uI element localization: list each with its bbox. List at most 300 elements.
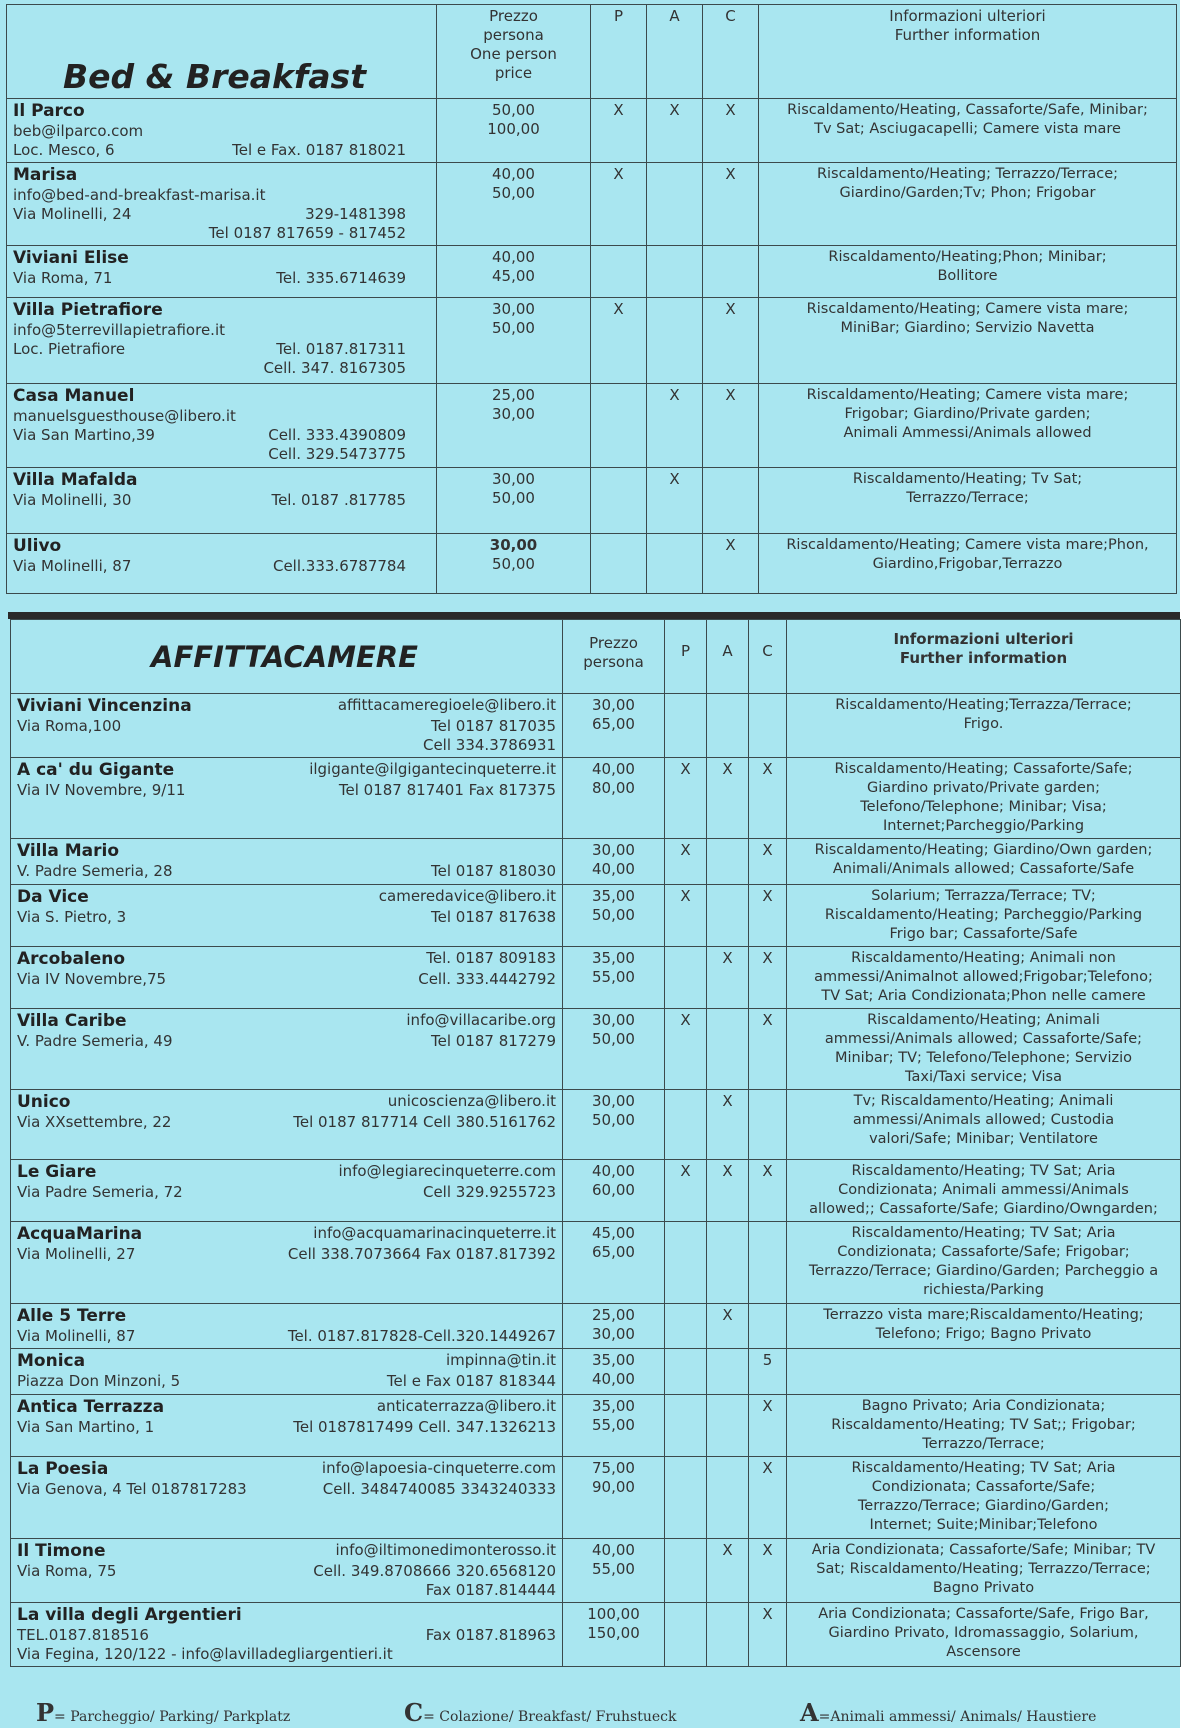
info-line: Giardino Privato, Idromassaggio, Solarium, [828,1625,1139,1641]
listing-contact-line [17,862,556,881]
info-line: Telefono; Frigo; Bagno Privato [875,1326,1092,1342]
price-value: 45,00 [492,267,535,285]
listing-contact-line [17,781,556,800]
info-cell [759,384,1177,468]
info-cell [787,694,1181,758]
info-line: Frigo bar; Cassaforte/Safe [889,926,1078,942]
listing-head [13,470,430,491]
info-cell [787,947,1181,1009]
listing-contact-line [13,186,430,205]
mark-p [665,1539,707,1603]
price-cell [563,839,665,885]
price-value: 30,00 [492,470,535,488]
listing-email: info@acquamarinacinqueterre.it [313,1224,556,1242]
af-title: AFFITTACAMERE [151,639,418,674]
info-cell [787,885,1181,947]
info-line: ammessi/Animals allowed; Cassaforte/Safe; [824,1031,1143,1047]
contact-left: Via Roma, 75 [17,1562,117,1580]
af-title-cell [11,620,563,694]
contact-right: Cell.333.6787784 [272,557,406,575]
listing-name: Viviani Elise [13,248,129,268]
listing-name: Casa Manuel [13,386,135,406]
listing-head [13,165,430,186]
contact-left: Via San Martino,39 [13,426,155,444]
listing-head [17,1306,556,1327]
listing-row [11,1222,1181,1304]
mark-c: X [749,1009,787,1090]
info-line: Terrazzo/Terrace; Giardino/Garden; [857,1498,1110,1514]
mark-a: X [647,99,703,163]
mark-c [703,468,759,534]
legend-letter: C [404,1698,424,1727]
info-line: Riscaldamento/Heating;Terrazza/Terrace; [835,697,1132,713]
price-cell [563,1395,665,1457]
listing-head [17,1351,556,1372]
price-value: 75,00 [592,1459,635,1477]
listing-row [7,384,1177,468]
contact-left: Via Roma, 71 [13,269,113,287]
listing-contact-line [13,426,430,445]
contact-left: Via Molinelli, 30 [13,491,132,509]
mark-c [749,1222,787,1304]
info-line: Riscaldamento/Heating; TV Sat; Aria [851,1460,1116,1476]
af-price-header [563,620,665,694]
bb-info-header [759,5,1177,99]
mark-p [665,1395,707,1457]
listing-cell [11,1090,563,1160]
mark-p [665,1304,707,1349]
listing-contact-line [17,1183,556,1202]
listing-head [17,760,556,781]
contact-right: Tel 0187 817659 - 817452 [208,224,406,242]
price-value: 30,00 [592,1325,635,1343]
listing-contact-line [17,1113,556,1132]
contact-right: Tel 0187 817035 [431,717,556,735]
price-cell [563,1009,665,1090]
listing-name: Ulivo [13,536,62,556]
mark-c: X [749,1160,787,1222]
price-cell [563,694,665,758]
contact-left: Via XXsettembre, 22 [17,1113,172,1131]
info-cell [759,534,1177,594]
listing-name: Il Timone [17,1541,106,1561]
price-value: 40,00 [592,860,635,878]
price-header-line: One person [470,45,557,63]
mark-a: X [707,947,749,1009]
listing-head [17,1162,556,1183]
listing-name: Le Giare [17,1162,97,1182]
contact-right: Tel e Fax 0187 818344 [386,1372,556,1390]
mark-c: X [749,1603,787,1667]
listing-email: cameredavice@libero.it [378,887,556,905]
listing-name: Il Parco [13,101,85,121]
listing-name: Monica [17,1351,86,1371]
contact-right: Tel 0187817499 Cell. 347.1326213 [293,1418,556,1436]
info-line: Bollitore [937,268,998,284]
price-header-line: persona [583,653,644,671]
af-info-header [787,620,1181,694]
contact-right: Tel 0187 817279 [431,1032,556,1050]
info-line: Frigo. [963,716,1004,732]
bb-a-header: A [647,5,703,99]
info-line: Bagno Privato [932,1580,1035,1596]
contact-right: Tel. 0187.817828-Cell.320.1449267 [287,1327,556,1345]
contact-right: Cell. 3484740085 3343240333 [322,1480,556,1498]
price-value: 40,00 [492,248,535,266]
price-value: 50,00 [492,184,535,202]
bb-price-header [437,5,591,99]
listing-row [11,1009,1181,1090]
info-line: Riscaldamento/Heating; Terrazzo/Terrace; [816,166,1119,182]
contact-left: info@bed-and-breakfast-marisa.it [13,186,266,204]
info-line: Riscaldamento/Heating; Animali non [851,950,1116,966]
info-line: Giardino privato/Private garden; [866,780,1101,796]
affittacamere-table [10,619,1181,1667]
info-line: Terrazzo/Terrace; [922,1436,1045,1452]
listing-contact-line [13,557,430,576]
listing-cell [7,163,437,246]
listing-name: Alle 5 Terre [17,1306,127,1326]
listing-name: La villa degli Argentieri [17,1605,242,1625]
price-value: 40,00 [592,760,635,778]
info-line: Tv Sat; Asciugacapelli; Camere vista mare [814,121,1121,137]
bb-title: Bed & Breakfast [63,57,366,96]
info-cell [787,1090,1181,1160]
info-line: Riscaldamento/Heating; TV Sat; Aria [851,1225,1116,1241]
contact-right: Tel. 0187 .817785 [271,491,406,509]
contact-right: Tel 0187 818030 [431,862,556,880]
listing-row [7,163,1177,246]
listing-contact-line [17,1626,556,1645]
mark-p [665,947,707,1009]
contact-left: Via IV Novembre,75 [17,970,167,988]
listing-contact-line [17,1327,556,1346]
listing-row [11,885,1181,947]
mark-a: X [707,1160,749,1222]
listing-email: Tel. 0187 809183 [426,949,556,967]
price-cell [563,1160,665,1222]
contact-left: info@5terrevillapietrafiore.it [13,321,225,339]
info-line: Riscaldamento/Heating; Camere vista mare; [806,301,1129,317]
mark-p [591,384,647,468]
listing-contact-line [17,1372,556,1391]
contact-right: Tel e Fax. 0187 818021 [232,141,406,159]
listing-contact-line [17,1581,556,1600]
price-cell [563,758,665,839]
price-value: 40,00 [592,1162,635,1180]
contact-left: beb@ilparco.com [13,122,144,140]
price-value: 80,00 [592,779,635,797]
listing-contact-line [17,736,556,755]
price-value: 60,00 [592,1181,635,1199]
listing-contact-line [13,269,430,288]
info-header-line: Further information [894,26,1041,44]
mark-c: X [703,298,759,384]
listing-cell [11,839,563,885]
listing-head [17,1092,556,1113]
info-line: Riscaldamento/Heating;Phon; Minibar; [828,249,1107,265]
listing-row [7,298,1177,384]
legend-letter: P [36,1698,55,1727]
info-header-line: Informazioni ulteriori [889,7,1046,25]
price-value: 100,00 [587,1605,640,1623]
price-cell [563,947,665,1009]
info-line: Terrazzo/Terrace; [906,490,1029,506]
listing-email: info@legiarecinqueterre.com [338,1162,556,1180]
mark-a [707,1603,749,1667]
contact-left: Via Genova, 4 Tel 0187817283 [17,1480,247,1498]
mark-p [665,694,707,758]
listing-cell [11,758,563,839]
price-value: 30,00 [592,841,635,859]
listing-row [7,99,1177,163]
contact-right: Fax 0187.818963 [425,1626,556,1644]
listing-contact-line [17,908,556,927]
listing-cell [11,1222,563,1304]
listing-row [11,1090,1181,1160]
listing-head [13,101,430,122]
info-cell [759,246,1177,298]
info-cell [787,1457,1181,1539]
price-cell [563,1090,665,1160]
info-line: Ascensore [946,1644,1021,1660]
price-cell [563,1304,665,1349]
price-header-line: Prezzo [489,7,538,25]
mark-c: 5 [749,1349,787,1395]
price-cell [563,1539,665,1603]
listing-contact-line [17,1418,556,1437]
info-line: Tv; Riscaldamento/Heating; Animali [853,1093,1114,1109]
contact-right: Tel. 0187.817311 [276,340,406,358]
section-divider [8,612,1180,619]
listing-contact-line [13,407,430,426]
listing-email: impinna@tin.it [445,1351,556,1369]
price-value: 30,00 [592,1092,635,1110]
listing-cell [11,1395,563,1457]
mark-a [647,246,703,298]
listing-row [11,1457,1181,1539]
price-value: 30,00 [592,696,635,714]
info-line: Riscaldamento/Heating; Tv Sat; [852,471,1083,487]
info-line: Taxi/Taxi service; Visa [905,1069,1062,1085]
listing-cell [11,1603,563,1667]
mark-c [749,1090,787,1160]
price-value: 30,00 [592,1011,635,1029]
info-cell [787,1304,1181,1349]
listing-name: Villa Caribe [17,1011,127,1031]
price-value: 65,00 [592,715,635,733]
info-line: Internet; Suite;Minibar;Telefono [869,1517,1098,1533]
info-line: richiesta/Parking [923,1282,1044,1298]
price-value: 40,00 [492,165,535,183]
contact-right: Cell. 333.4390809 [268,426,406,444]
contact-right: Fax 0187.814444 [425,1581,556,1599]
bb-p-header: P [591,5,647,99]
mark-p [591,534,647,594]
contact-left: Piazza Don Minzoni, 5 [17,1372,181,1390]
listing-row [11,839,1181,885]
mark-c: X [749,839,787,885]
price-value: 50,00 [492,319,535,337]
mark-a [647,163,703,246]
mark-c: X [703,384,759,468]
info-cell [759,298,1177,384]
info-line: Frigobar; Giardino/Private garden; [844,406,1091,422]
mark-a [707,694,749,758]
info-line: Condizionata; Cassaforte/Safe; Frigobar; [837,1244,1130,1260]
mark-a: X [647,468,703,534]
bb-c-header: C [703,5,759,99]
listing-row [7,468,1177,534]
price-value: 35,00 [592,1351,635,1369]
listing-email: affittacameregioele@libero.it [337,696,556,714]
mark-c: X [749,1539,787,1603]
contact-left: Via Molinelli, 24 [13,205,132,223]
listing-row [11,1539,1181,1603]
info-line: Riscaldamento/Heating; Cassaforte/Safe; [834,761,1133,777]
info-line: valori/Safe; Minibar; Ventilatore [869,1131,1098,1147]
listing-row [11,1349,1181,1395]
price-value: 50,00 [592,906,635,924]
mark-a [707,885,749,947]
contact-right: Tel 0187 817401 Fax 817375 [338,781,556,799]
listing-email: info@iltimonedimonterosso.it [335,1541,556,1559]
contact-left: V. Padre Semeria, 28 [17,862,173,880]
mark-p: X [665,839,707,885]
mark-c: X [703,99,759,163]
price-value: 30,00 [492,300,535,318]
listing-cell [11,694,563,758]
info-line: Bagno Privato; Aria Condizionata; [861,1398,1106,1414]
price-cell [563,1603,665,1667]
info-line: Giardino,Frigobar,Terrazzo [872,556,1063,572]
info-line: Riscaldamento/Heating; TV Sat;; Frigobar; [831,1417,1136,1433]
price-value: 30,00 [492,405,535,423]
listing-row [11,1160,1181,1222]
contact-right: Cell 329.9255723 [422,1183,556,1201]
price-cell [437,534,591,594]
listing-cell [11,1539,563,1603]
listing-contact-line [13,445,430,464]
price-value: 50,00 [592,1111,635,1129]
legend-text: =Animali ammessi/ Animals/ Haustiere [818,1709,1097,1725]
af-c-header: C [749,620,787,694]
listing-name: Da Vice [17,887,89,907]
contact-left: Via IV Novembre, 9/11 [17,781,186,799]
listing-cell [11,1009,563,1090]
listing-name: Villa Pietrafiore [13,300,163,320]
info-cell [787,758,1181,839]
listing-cell [11,1457,563,1539]
price-value: 45,00 [592,1224,635,1242]
mark-c: X [703,163,759,246]
info-line: Animali Ammessi/Animals allowed [843,425,1092,441]
listing-head [17,887,556,908]
listing-cell [7,99,437,163]
mark-c [703,246,759,298]
price-value: 35,00 [592,1397,635,1415]
contact-left: Via Molinelli, 87 [13,557,132,575]
contact-left: manuelsguesthouse@libero.it [13,407,236,425]
info-line: Terrazzo vista mare;Riscaldamento/Heating; [823,1307,1144,1323]
bb-title-cell [7,5,437,99]
contact-left: Via Molinelli, 27 [17,1245,136,1263]
contact-right: Tel 0187 817714 Cell 380.5161762 [293,1113,556,1131]
af-a-header: A [707,620,749,694]
price-value: 50,00 [492,101,535,119]
contact-left: Loc. Pietrafiore [13,340,126,358]
listing-email: info@lapoesia-cinqueterre.com [321,1459,556,1477]
listing-contact-line [17,717,556,736]
listing-head [17,696,556,717]
contact-right: Cell 338.7073664 Fax 0187.817392 [287,1245,556,1263]
price-cell [437,298,591,384]
info-cell [787,1603,1181,1667]
listing-name: AcquaMarina [17,1224,143,1244]
price-value: 25,00 [592,1306,635,1324]
info-cell [759,99,1177,163]
price-cell [563,1349,665,1395]
bb-header-row [7,5,1177,99]
listing-name: Antica Terrazza [17,1397,165,1417]
mark-a [707,1349,749,1395]
contact-left: V. Padre Semeria, 49 [17,1032,173,1050]
price-value: 55,00 [592,1560,635,1578]
mark-a [707,1395,749,1457]
mark-c: X [749,758,787,839]
mark-a: X [707,1539,749,1603]
listing-cell [7,468,437,534]
contact-right: Tel. 335.6714639 [276,269,406,287]
listing-name: Arcobaleno [17,949,126,969]
mark-a: X [707,758,749,839]
mark-p [591,468,647,534]
legend-letter: A [800,1698,819,1727]
info-line: Condizionata; Animali ammessi/Animals [838,1182,1129,1198]
listing-head [13,536,430,557]
contact-right: Cell. 329.5473775 [268,445,406,463]
info-line: MiniBar; Giardino; Servizio Navetta [840,320,1095,336]
info-line: Internet;Parcheggio/Parking [882,818,1085,834]
listing-head [13,386,430,407]
mark-c [749,694,787,758]
price-cell [437,163,591,246]
listing-name: Villa Mafalda [13,470,138,490]
af-p-header: P [665,620,707,694]
price-cell [563,885,665,947]
mark-a: X [707,1304,749,1349]
listing-contact-line [13,122,430,141]
info-line: Riscaldamento/Heating, Cassaforte/Safe, Minibar; [787,102,1148,118]
mark-a [707,1009,749,1090]
listing-row [11,947,1181,1009]
price-value: 65,00 [592,1243,635,1261]
listing-contact-line [13,141,430,160]
mark-p: X [665,758,707,839]
contact-left: Via S. Pietro, 3 [17,908,127,926]
mark-p: X [665,1160,707,1222]
listing-contact-line [17,1645,556,1664]
price-cell [563,1222,665,1304]
info-line: Giardino/Garden;Tv; Phon; Frigobar [839,185,1096,201]
price-cell [437,246,591,298]
mark-p [665,1090,707,1160]
mark-p [665,1222,707,1304]
price-value: 35,00 [592,949,635,967]
info-line: Condizionata; Cassaforte/Safe; [871,1479,1096,1495]
legend-animals [800,1698,1096,1727]
listing-contact-line [13,340,430,359]
